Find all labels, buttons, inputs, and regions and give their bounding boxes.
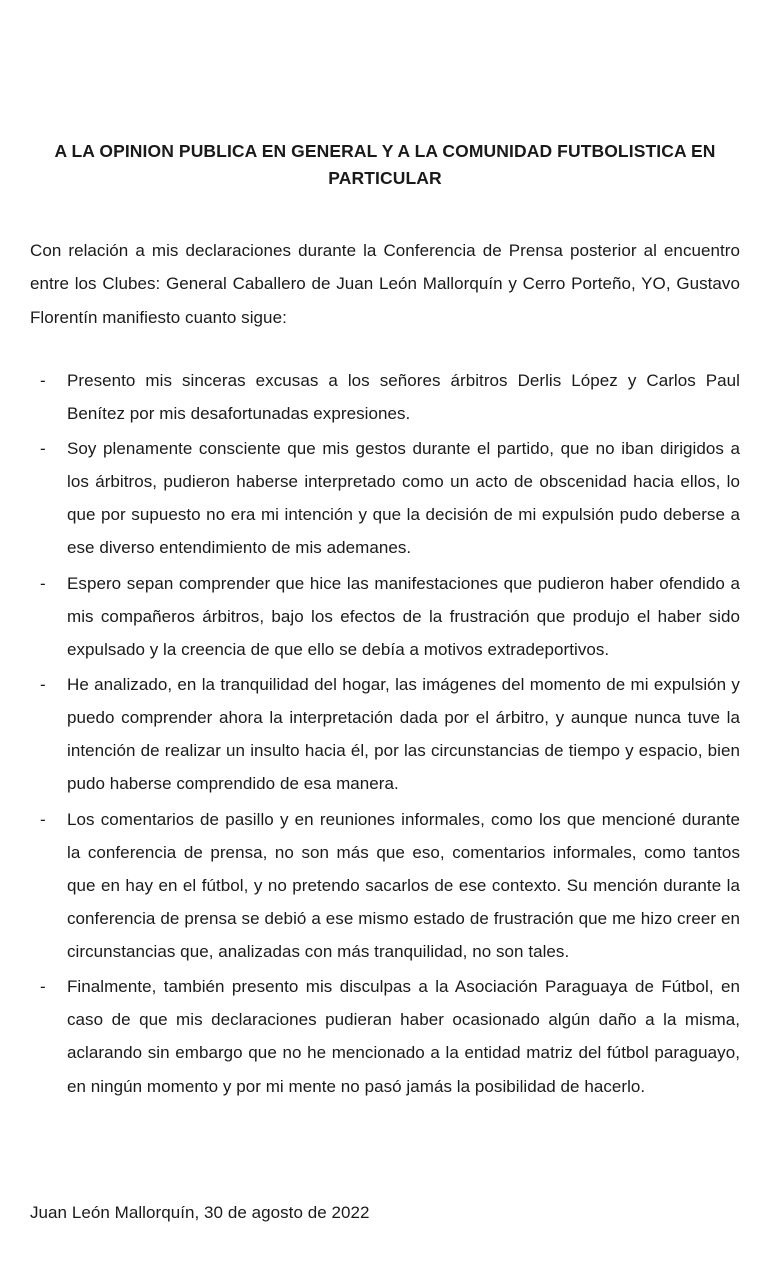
list-item	[30, 364, 740, 430]
list-item-text: Presento mis sinceras excusas a los señores árbitros Derlis López y Carlos Paul Benítez por mis desafortunadas expresiones.	[67, 370, 740, 423]
signature-line: Juan León Mallorquín, 30 de agosto de 2022	[30, 1202, 370, 1222]
list-item	[30, 803, 740, 969]
bullet-marker: -	[40, 370, 46, 390]
intro-paragraph: Con relación a mis declaraciones durante la Conferencia de Prensa posterior al encuentro entre los Clubes: General Caballero de Juan León Mallorquín y Cerro Porteño, YO, Gustavo Florentín manifiesto cuanto sigue:	[30, 241, 740, 327]
bullet-marker: -	[40, 809, 46, 829]
list-item-text: Soy plenamente consciente que mis gestos durante el partido, que no iban dirigidos a los árbitros, pudieron haberse interpretado como un acto de obscenidad hacia ellos, lo que por supuesto no era mi intención y que la decisión de mi expulsión pudo deberse a ese diverso entendimiento de mis ademanes.	[67, 438, 740, 558]
list-item	[30, 668, 740, 801]
list-item-text: He analizado, en la tranquilidad del hogar, las imágenes del momento de mi expulsión y puedo comprender ahora la interpretación dada por el árbitro, y aunque nunca tuve la intención de realizar un insulto hacia él, por las circunstancias de tiempo y espacio, bien pudo haberse comprendido de esa manera.	[67, 674, 740, 794]
bullet-marker: -	[40, 438, 46, 458]
list-item-text: Finalmente, también presento mis disculpas a la Asociación Paraguaya de Fútbol, en caso de que mis declaraciones pudieran haber ocasionado algún daño a la misma, aclarando sin embargo que no he mencionado a la entidad matriz del fútbol paraguayo, en ningún momento y por mi mente no pasó jamás la posibilidad de hacerlo.	[67, 977, 740, 1096]
list-item	[30, 432, 740, 565]
list-item-text: Los comentarios de pasillo y en reuniones informales, como los que mencioné durante la conferencia de prensa, no son más que eso, comentarios informales, como tantos que en hay en el fútbol, y no pretendo sacarlos de ese contexto. Su mención durante la conferencia de prensa se debió a ese mismo estado de frustración que me hizo creer en circunstancias que, analizadas con más tranquilidad, no son tales.	[67, 809, 740, 962]
list-item	[30, 567, 740, 666]
statement-list	[30, 334, 740, 1103]
bullet-marker: -	[40, 674, 46, 694]
list-item	[30, 970, 740, 1103]
page-title: A LA OPINION PUBLICA EN GENERAL Y A LA COMUNIDAD FUTBOLISTICA EN PARTICULAR	[54, 141, 716, 189]
bullet-marker: -	[40, 977, 46, 997]
list-item-text: Espero sepan comprender que hice las manifestaciones que pudieron haber ofendido a mis compañeros árbitros, bajo los efectos de la frustración que produjo el haber sido expulsado y la creencia de que ello se debía a motivos extradeportivos.	[67, 573, 740, 659]
bullet-marker: -	[40, 573, 46, 593]
